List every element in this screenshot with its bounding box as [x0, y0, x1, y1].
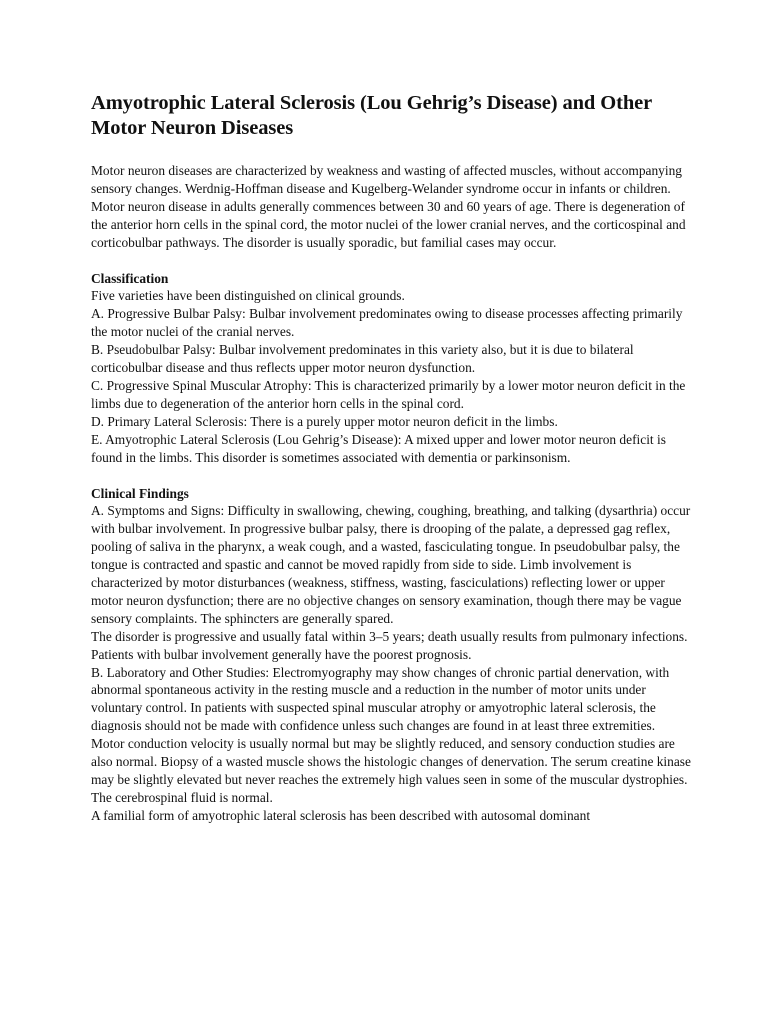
classification-heading: Classification — [91, 270, 169, 286]
document-body — [91, 91, 691, 825]
classification-section — [91, 270, 691, 467]
clinical-findings-section — [91, 485, 691, 825]
classification-paragraph: D. Primary Lateral Sclerosis: There is a purely upper motor neuron deficit in the limbs. — [91, 413, 558, 429]
classification-paragraph: A. Progressive Bulbar Palsy: Bulbar involvement predominates owing to disease processes affecting primarily the motor nuclei of the cranial nerves. — [91, 306, 683, 340]
classification-paragraph: Five varieties have been distinguished on clinical grounds. — [91, 288, 405, 304]
intro-paragraph: Motor neuron diseases are characterized by weakness and wasting of affected muscles, without accompanying sensory changes. Werdnig-Hoffman disease and Kugelberg-Welander syndrome occur in infants or children. Motor neuron disease in adults generally commences between 30 and 60 years of age. There is degeneration of the anterior horn cells in the spinal cord, the motor nuclei of the lower cranial nerves, and the corticospinal and corticobulbar pathways. The disorder is usually sporadic, but familial cases may occur. — [91, 163, 686, 250]
document-title: Amyotrophic Lateral Sclerosis (Lou Gehrig’s Disease) and Other Motor Neuron Diseases — [91, 92, 652, 139]
clinical-findings-paragraph: B. Laboratory and Other Studies: Electromyography may show changes of chronic partial denervation, with abnormal spontaneous activity in the resting muscle and a reduction in the number of motor units under voluntary control. In patients with suspected spinal muscular atrophy or amyotrophic lateral sclerosis, the diagnosis should not be made with confidence unless such changes are found in at least three extremities. Motor conduction velocity is usually normal but may be slightly reduced, and sensory conduction studies are also normal. Biopsy of a wasted muscle shows the histologic changes of denervation. The serum creatine kinase may be slightly elevated but never reaches the extremely high values seen in some of the muscular dystrophies. The cerebrospinal fluid is normal. — [91, 664, 691, 805]
clinical-findings-heading: Clinical Findings — [91, 485, 189, 501]
clinical-findings-paragraph: A familial form of amyotrophic lateral sclerosis has been described with autosomal dominant — [91, 807, 591, 823]
classification-paragraph: B. Pseudobulbar Palsy: Bulbar involvement predominates in this variety also, but it is due to bilateral corticobulbar disease and thus reflects upper motor neuron dysfunction. — [91, 342, 634, 376]
clinical-findings-paragraph: A. Symptoms and Signs: Difficulty in swallowing, chewing, coughing, breathing, and talking (dysarthria) occur with bulbar involvement. In progressive bulbar palsy, there is drooping of the palate, a depressed gag reflex, pooling of saliva in the pharynx, a weak cough, and a wasted, fasciculating tongue. In pseudobulbar palsy, the tongue is contracted and spastic and cannot be moved rapidly from side to side. Limb involvement is characterized by motor disturbances (weakness, stiffness, wasting, fasciculations) reflecting lower or upper motor neuron dysfunction; there are no objective changes on sensory examination, though there may be vague sensory complaints. The sphincters are generally spared. — [91, 503, 691, 626]
classification-paragraph: C. Progressive Spinal Muscular Atrophy: This is characterized primarily by a lower motor neuron deficit in the limbs due to degeneration of the anterior horn cells in the spinal cord. — [91, 377, 686, 411]
classification-paragraph: E. Amyotrophic Lateral Sclerosis (Lou Gehrig’s Disease): A mixed upper and lower motor neuron deficit is found in the limbs. This disorder is sometimes associated with dementia or parkinsonism. — [91, 431, 666, 465]
clinical-findings-paragraph: The disorder is progressive and usually fatal within 3–5 years; death usually results from pulmonary infections. Patients with bulbar involvement generally have the poorest prognosis. — [91, 628, 688, 662]
